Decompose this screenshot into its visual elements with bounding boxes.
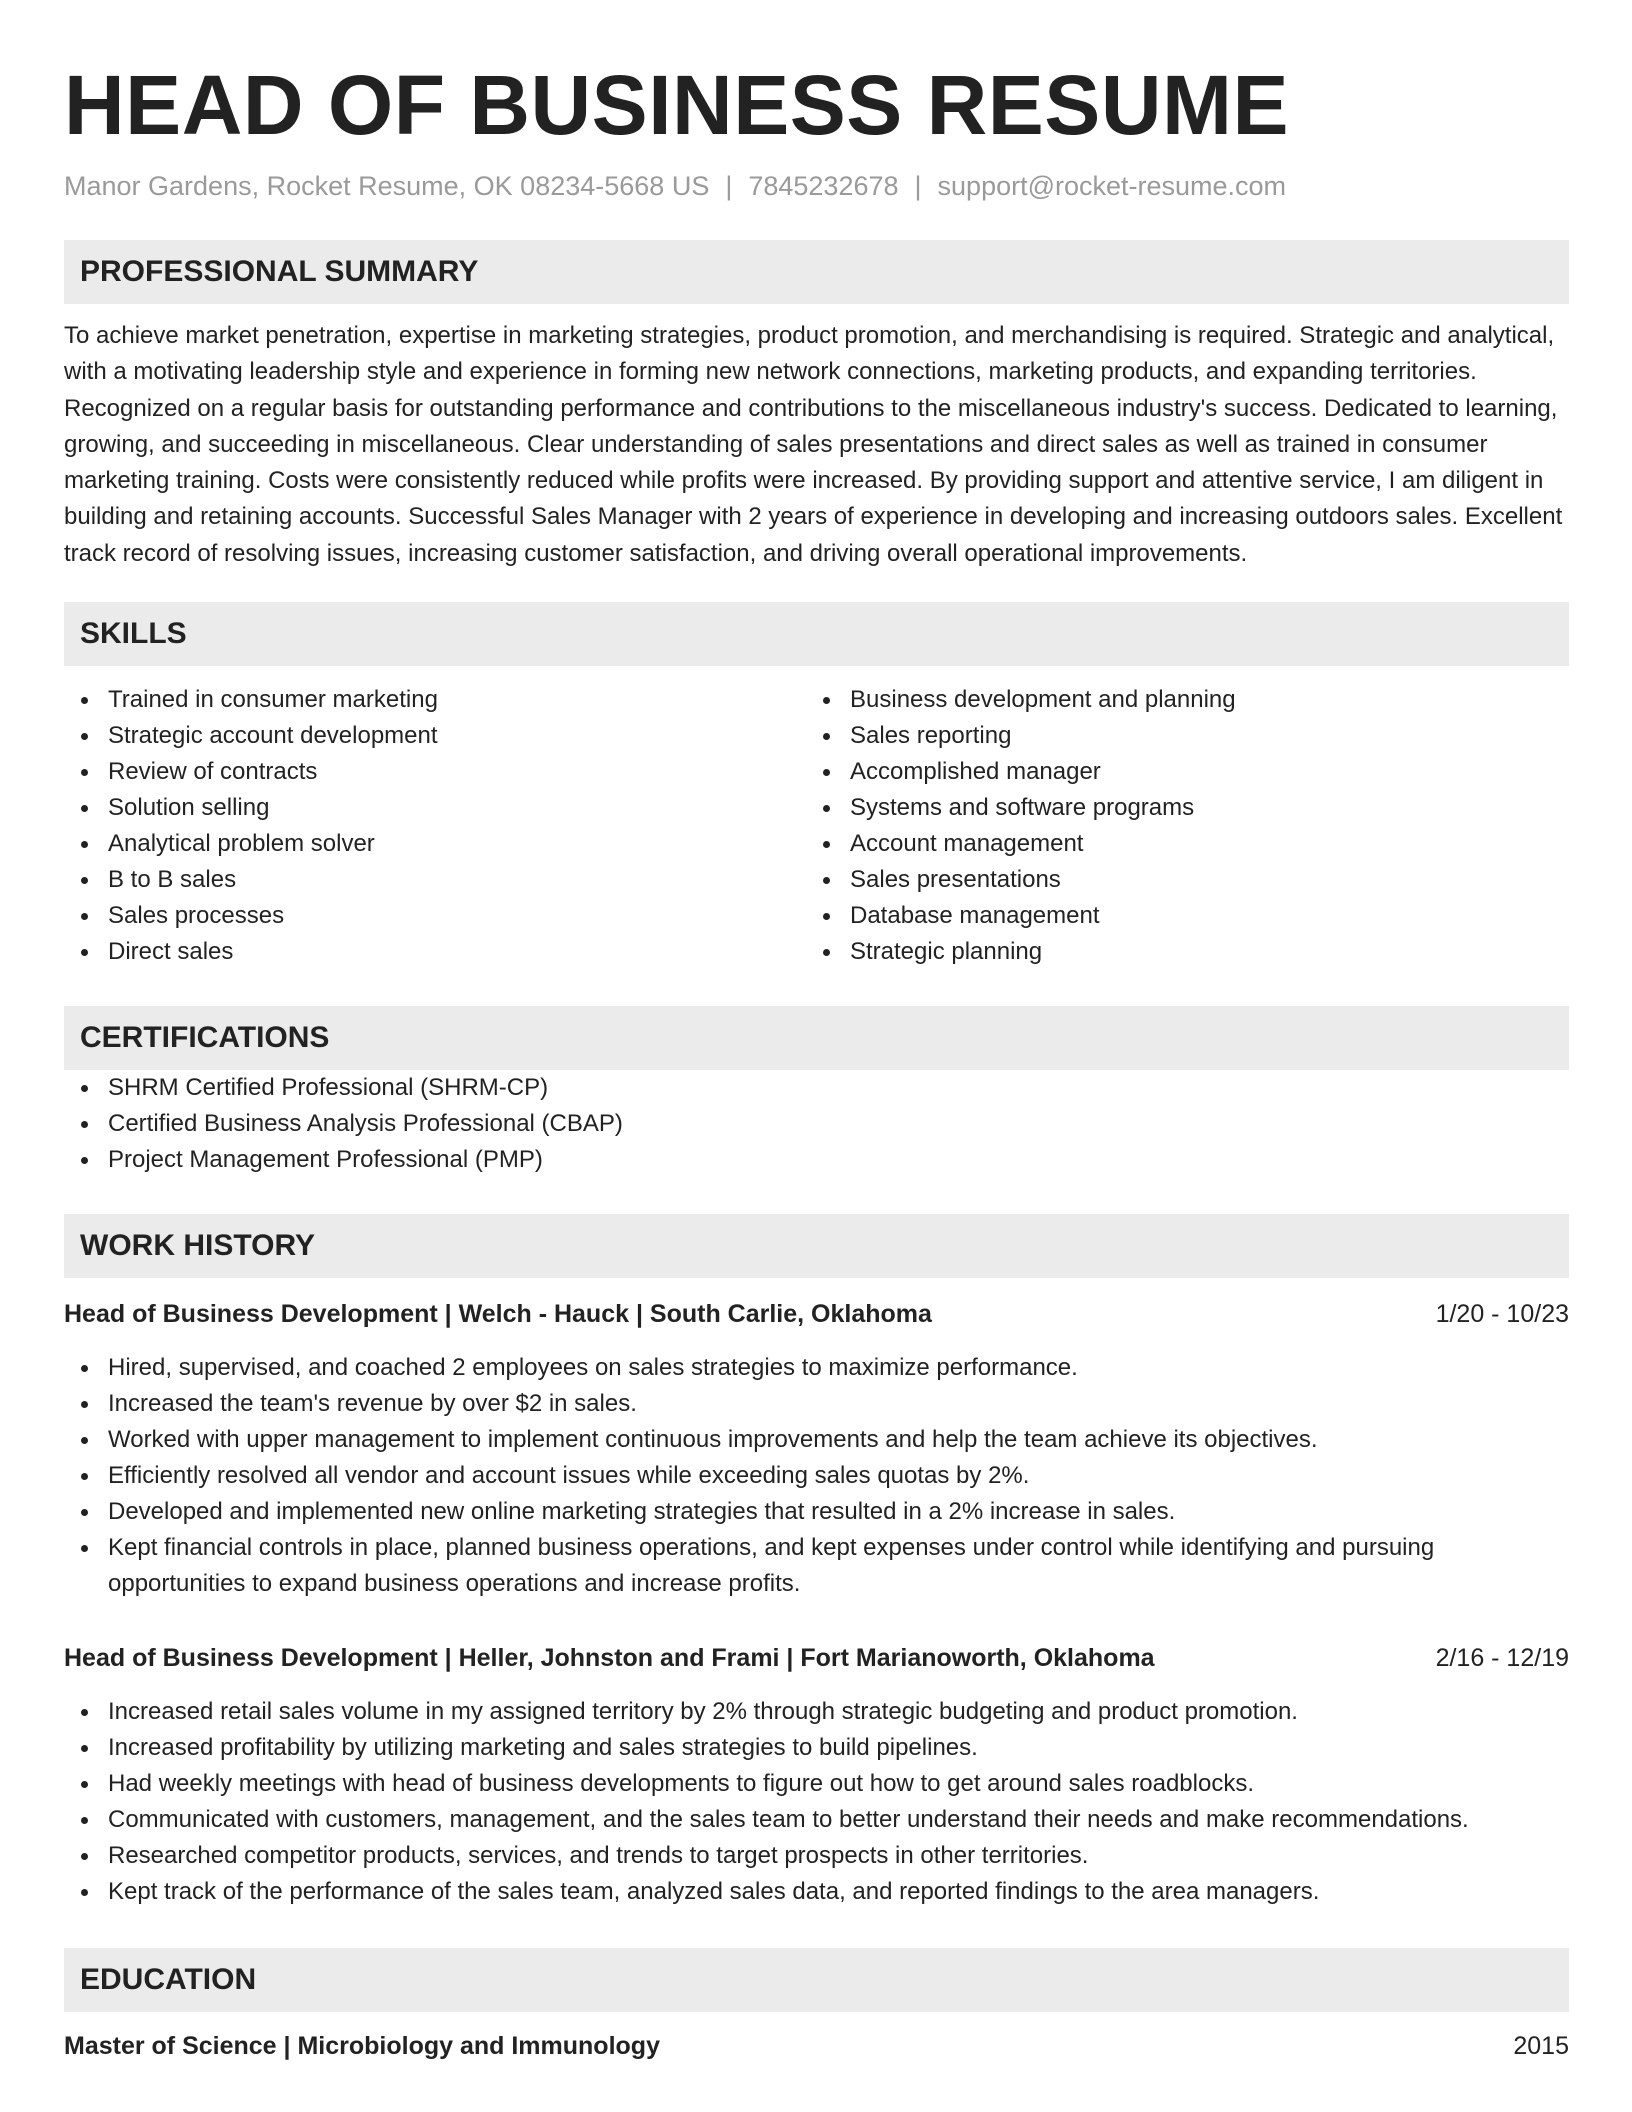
job-header [64, 1640, 1569, 1676]
summary-text: To achieve market penetration, expertise in marketing strategies, product promotion, and merchandising is required. Strategic and analytical, with a motivating leadership style and experience in forming new network connections, marketing products, and expanding territories. Recognized on a regular basis for outstanding performance and contributions to the miscellaneous industry's success. Dedicated to learning, growing, and succeeding in miscellaneous. Clear understanding of sales presentations and direct sales as well as trained in consumer marketing training. Costs were consistently reduced while profits were increased. By providing support and attentive service, I am diligent in building and retaining accounts. Successful Sales Manager with 2 years of experience in developing and increasing outdoors sales. Excellent track record of resolving issues, increasing customer satisfaction, and driving overall operational improvements. [64, 322, 1563, 567]
skill-item: Solution selling [64, 790, 806, 826]
skill-item: Database management [806, 898, 1548, 934]
job-title: Head of Business Development | Heller, Johnston and Frami | Fort Marianoworth, Oklahoma [64, 1644, 1155, 1673]
skill-item: B to B sales [64, 862, 806, 898]
skill-item: Accomplished manager [806, 754, 1548, 790]
section-header-education: EDUCATION [64, 1948, 1569, 2012]
contact-email: support@rocket-resume.com [937, 171, 1287, 201]
certification-item: Project Management Professional (PMP) [64, 1142, 1569, 1178]
job-bullet: Researched competitor products, services, and trends to target prospects in other territories. [64, 1838, 1569, 1874]
job-bullet: Hired, supervised, and coached 2 employees on sales strategies to maximize performance. [64, 1350, 1569, 1386]
section-header-certifications: CERTIFICATIONS [64, 1006, 1569, 1070]
skill-item: Sales reporting [806, 718, 1548, 754]
contact-line [64, 169, 1569, 203]
skill-item: Direct sales [64, 934, 806, 970]
job-header [64, 1296, 1569, 1332]
skills-list-right [806, 682, 1548, 970]
job-bullets [64, 1350, 1569, 1602]
certifications-list [64, 1070, 1569, 1178]
skill-item: Business development and planning [806, 682, 1548, 718]
skill-item: Sales processes [64, 898, 806, 934]
job-bullet: Developed and implemented new online marketing strategies that resulted in a 2% increase in sales. [64, 1494, 1569, 1530]
contact-separator: | [725, 171, 733, 201]
skill-item: Systems and software programs [806, 790, 1548, 826]
job-bullet: Kept financial controls in place, planned business operations, and kept expenses under control while identifying and pursuing opportunities to expand business operations and increase profits. [64, 1530, 1569, 1602]
education-year: 2015 [1513, 2032, 1569, 2061]
education-degree: Master of Science | Microbiology and Immunology [64, 2032, 660, 2061]
contact-separator: | [914, 171, 922, 201]
section-header-work-history: WORK HISTORY [64, 1214, 1569, 1278]
job-entry [64, 1640, 1569, 1910]
education-entry [64, 2028, 1569, 2064]
certification-item: Certified Business Analysis Professional (CBAP) [64, 1106, 1569, 1142]
resume-page [64, 0, 1569, 2064]
job-entry [64, 1296, 1569, 1602]
skills-grid [64, 682, 1569, 970]
contact-address: Manor Gardens, Rocket Resume, OK 08234-5668 US [64, 171, 710, 201]
skills-list-left [64, 682, 806, 970]
section-header-summary: PROFESSIONAL SUMMARY [64, 240, 1569, 304]
job-dates: 1/20 - 10/23 [1435, 1300, 1569, 1329]
job-bullet: Increased retail sales volume in my assigned territory by 2% through strategic budgeting and product promotion. [64, 1694, 1569, 1730]
resume-title: HEAD OF BUSINESS RESUME [64, 58, 1289, 152]
job-bullets [64, 1694, 1569, 1910]
skill-item: Analytical problem solver [64, 826, 806, 862]
skill-item: Sales presentations [806, 862, 1548, 898]
certification-item: SHRM Certified Professional (SHRM-CP) [64, 1070, 1569, 1106]
skill-item: Trained in consumer marketing [64, 682, 806, 718]
skill-item: Account management [806, 826, 1548, 862]
job-bullet: Efficiently resolved all vendor and account issues while exceeding sales quotas by 2%. [64, 1458, 1569, 1494]
skill-item: Strategic account development [64, 718, 806, 754]
job-bullet: Increased the team's revenue by over $2 in sales. [64, 1386, 1569, 1422]
job-bullet: Worked with upper management to implement continuous improvements and help the team achieve its objectives. [64, 1422, 1569, 1458]
job-bullet: Had weekly meetings with head of business developments to figure out how to get around sales roadblocks. [64, 1766, 1569, 1802]
job-bullet: Communicated with customers, management, and the sales team to better understand their needs and make recommendations. [64, 1802, 1569, 1838]
contact-phone: 7845232678 [748, 171, 899, 201]
job-bullet: Kept track of the performance of the sales team, analyzed sales data, and reported findings to the area managers. [64, 1874, 1569, 1910]
job-title: Head of Business Development | Welch - Hauck | South Carlie, Oklahoma [64, 1300, 932, 1329]
job-bullet: Increased profitability by utilizing marketing and sales strategies to build pipelines. [64, 1730, 1569, 1766]
job-dates: 2/16 - 12/19 [1435, 1644, 1569, 1673]
skill-item: Review of contracts [64, 754, 806, 790]
skill-item: Strategic planning [806, 934, 1548, 970]
section-header-skills: SKILLS [64, 602, 1569, 666]
